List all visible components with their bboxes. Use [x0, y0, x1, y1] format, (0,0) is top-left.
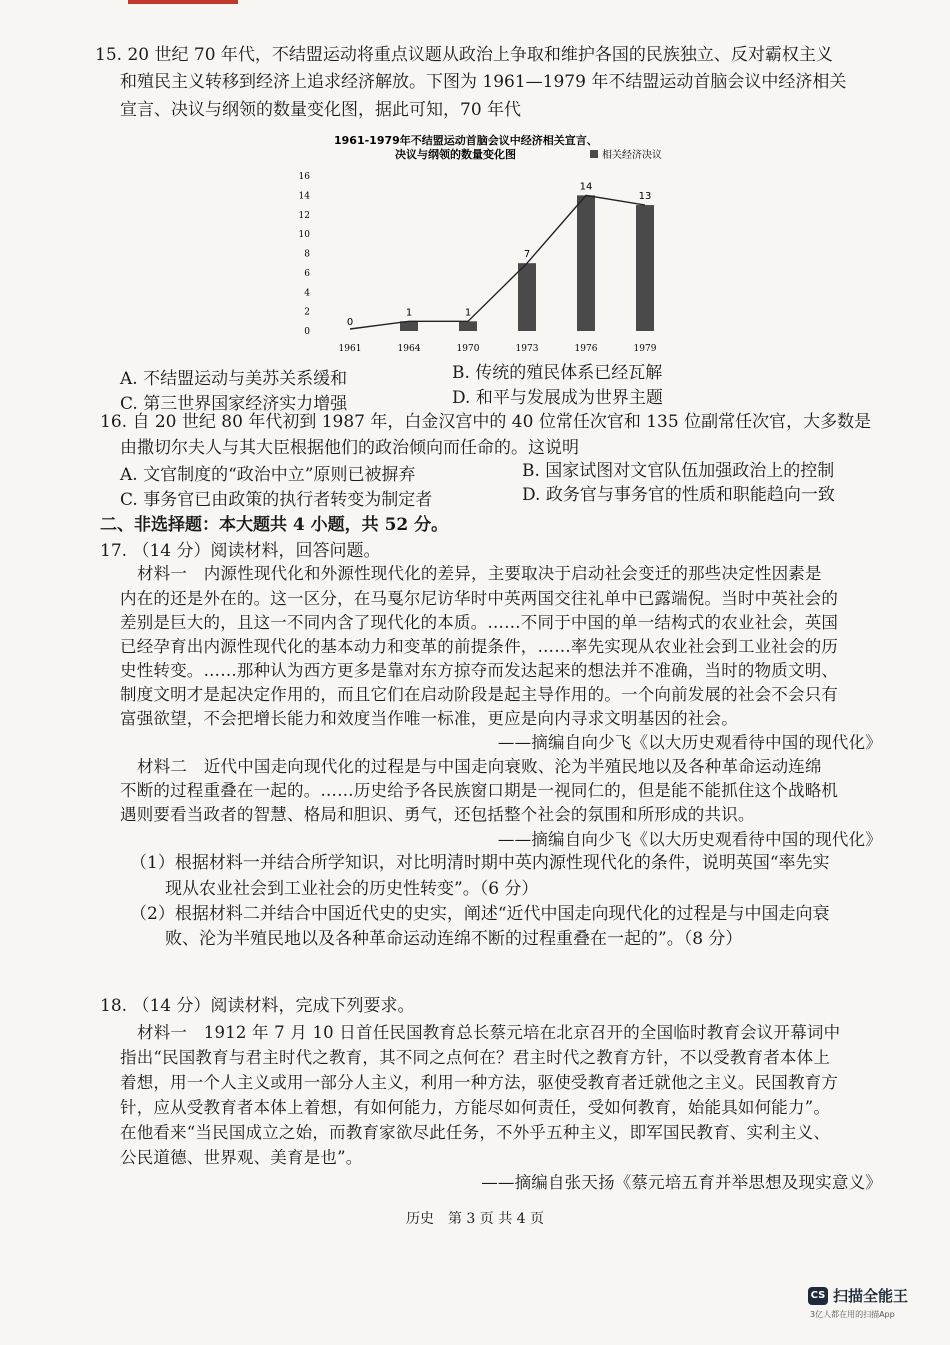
q17-material-1-line: 差别是巨大的，且这一不同内含了现代化的本质。……不同于中国的单一结构式的农业社会，英国 [120, 613, 839, 632]
q15-option-a: A. 不结盟运动与美苏关系缓和 [120, 369, 348, 389]
q15-line-3: 宣言、决议与纲领的数量变化图，据此可知，70 年代 [120, 100, 522, 120]
camscanner-icon: CS [808, 1287, 828, 1305]
q18-material-1-line: 针，应从受教育者本体上着想，有如何能力，方能尽如何责任，受如何教育，始能具如何能力”。 [120, 1098, 831, 1117]
x-tick-label: 1961 [338, 344, 362, 354]
y-tick-label: 6 [304, 268, 310, 279]
x-tick-label: 1970 [456, 344, 480, 354]
q18-heading: 18. （14 分）阅读材料，完成下列要求。 [100, 996, 415, 1016]
bar-1976 [577, 195, 595, 331]
scanner-tagline: 3亿人都在用的扫描App [810, 1310, 895, 1319]
value-label: 1 [405, 307, 413, 319]
legend-label: 相关经济决议 [602, 150, 662, 161]
y-tick-label: 16 [298, 172, 310, 182]
x-tick-label: 1976 [574, 344, 598, 354]
q17-material-1-line: 富强欲望，不会把增长能力和效度当作唯一标准，更应是向内寻求文明基因的社会。 [120, 709, 738, 728]
q17-material-1-line: 已经孕育出内源性现代化的基本动力和变革的前提条件，……率先实现从农业社会到工业社会的历 [120, 637, 839, 656]
value-label: 14 [579, 181, 593, 193]
y-tick-label: 12 [298, 210, 310, 221]
scanner-watermark [808, 1285, 908, 1306]
q17-material-1-line: 材料一 内源性现代化和外源性现代化的差异，主要取决于启动社会变迁的那些决定性因素是 [137, 564, 822, 583]
q15-option-d: D. 和平与发展成为世界主题 [452, 388, 663, 408]
q17-heading: 17. （14 分）阅读材料，回答问题。 [100, 541, 381, 561]
bar-1970 [459, 321, 477, 331]
q16-option-a: A. 文官制度的“政治中立”原则已被摒弃 [120, 465, 416, 485]
q16-line-2: 由撒切尔夫人与其大臣根据他们的政治倾向而任命的。这说明 [120, 438, 579, 458]
q16-option-b: B. 国家试图对文官队伍加强政治上的控制 [522, 461, 835, 481]
y-tick-label: 8 [304, 249, 310, 260]
value-label: 13 [638, 191, 652, 203]
top-edge-mark [128, 0, 238, 4]
q17-material-2-line: 遇则要看当政者的智慧、格局和胆识、勇气，还包括整个社会的氛围和所形成的共识。 [120, 805, 755, 824]
q18-material-1-line: 在他看来“当民国成立之始，而教育家欲尽此任务，不外乎五种主义，即军国民教育、实利主义、 [120, 1123, 831, 1142]
chart-title-line-1: 1961-1979年不结盟运动首脑会议中经济相关宣言、 [334, 134, 598, 147]
q17-sub-2-line-2: 败、沦为半殖民地以及各种革命运动连绵不断的过程重叠在一起的”。（8 分） [165, 929, 743, 949]
scanner-app-name: 扫描全能王 [833, 1287, 909, 1305]
q17-material-1-line: 史性转变。……那种认为西方更多是靠对东方掠夺而发达起来的想法并不准确，当时的物质文明、 [120, 661, 839, 680]
y-tick-label: 0 [304, 327, 310, 337]
q17-sub-1-line-1: （1）根据材料一并结合所学知识，对比明清时期中英内源性现代化的条件，说明英国“率先实 [130, 853, 830, 873]
q17-material-1-line: 制度文明才是起决定作用的，而且它们在启动阶段是起主导作用的。一个向前发展的社会不会只有 [120, 685, 839, 704]
q17-material-1-source: ——摘编自向少飞《以大历史观看待中国的现代化》 [497, 733, 882, 752]
q16-option-c: C. 事务官已由政策的执行者转变为制定者 [120, 490, 433, 510]
q17-material-2-line: 不断的过程重叠在一起的。……历史给予各民族窗口期是一视同仁的，但是能不能抓住这个战略机 [120, 781, 839, 800]
y-tick-label: 2 [304, 307, 310, 318]
q17-material-2-source: ——摘编自向少飞《以大历史观看待中国的现代化》 [497, 830, 882, 849]
q17-material-1-line: 内在的还是外在的。这一区分，在马戛尔尼访华时中英两国交往礼单中已露端倪。当时中英社会的 [120, 589, 839, 608]
q18-material-1-source: ——摘编自张天扬《蔡元培五育并举思想及现实意义》 [481, 1173, 882, 1192]
legend-swatch [590, 150, 598, 158]
q18-material-1-line: 指出“民国教育与君主时代之教育，其不同之点何在？君主时代之教育方针，不以受教育者本体上 [120, 1048, 831, 1067]
q17-material-2-line: 材料二 近代中国走向现代化的过程是与中国走向衰败、沦为半殖民地以及各种革命运动连绵 [137, 757, 822, 776]
q15-line-1: 15. 20 世纪 70 年代，不结盟运动将重点议题从政治上争取和维护各国的民族独立、反对霸权主义 [95, 45, 833, 65]
q17-sub-2-line-1: （2）根据材料二并结合中国近代史的史实，阐述“近代中国走向现代化的过程是与中国走向衰 [130, 904, 830, 924]
q15-option-c: C. 第三世界国家经济实力增强 [120, 394, 348, 414]
q18-material-1-line: 公民道德、世界观、美育是也”。 [120, 1148, 363, 1167]
bar-chart [290, 128, 710, 360]
section-2-heading: 二、非选择题：本大题共 4 小题，共 52 分。 [100, 515, 449, 535]
y-tick-label: 10 [298, 230, 310, 241]
bar-1979 [636, 205, 654, 331]
y-tick-label: 4 [304, 288, 310, 299]
x-tick-label: 1979 [633, 344, 657, 354]
q17-sub-1-line-2: 现从农业社会到工业社会的历史性转变”。（6 分） [165, 879, 539, 899]
q18-material-1-line: 着想，用一个人主义或用一部分人主义，利用一种方法，驱使受教育者迁就他之主义。民国教育方 [120, 1073, 839, 1092]
value-label: 7 [523, 249, 531, 261]
value-label: 0 [346, 317, 354, 328]
trend-line [350, 195, 645, 329]
page-footer: 历史 第 3 页 共 4 页 [405, 1211, 545, 1227]
x-tick-label: 1964 [397, 344, 421, 354]
x-tick-label: 1973 [515, 344, 539, 354]
chart-title-line-2: 决议与纲领的数量变化图 [395, 148, 516, 161]
q15-option-b: B. 传统的殖民体系已经瓦解 [452, 363, 663, 383]
y-tick-label: 14 [298, 191, 310, 202]
q16-line-1: 16. 自 20 世纪 80 年代初到 1987 年，白金汉宫中的 40 位常任次官和 135 位副常任次官，大多数是 [100, 412, 872, 432]
q15-line-2: 和殖民主义转移到经济上追求经济解放。下图为 1961—1979 年不结盟运动首脑会议中经济相关 [120, 72, 847, 92]
q18-material-1-line: 材料一 1912 年 7 月 10 日首任民国教育总长蔡元培在北京召开的全国临时教育会议开幕词中 [137, 1023, 841, 1042]
bar-1973 [518, 263, 536, 331]
q16-option-d: D. 政务官与事务官的性质和职能趋向一致 [522, 485, 835, 505]
value-label: 1 [464, 307, 472, 319]
